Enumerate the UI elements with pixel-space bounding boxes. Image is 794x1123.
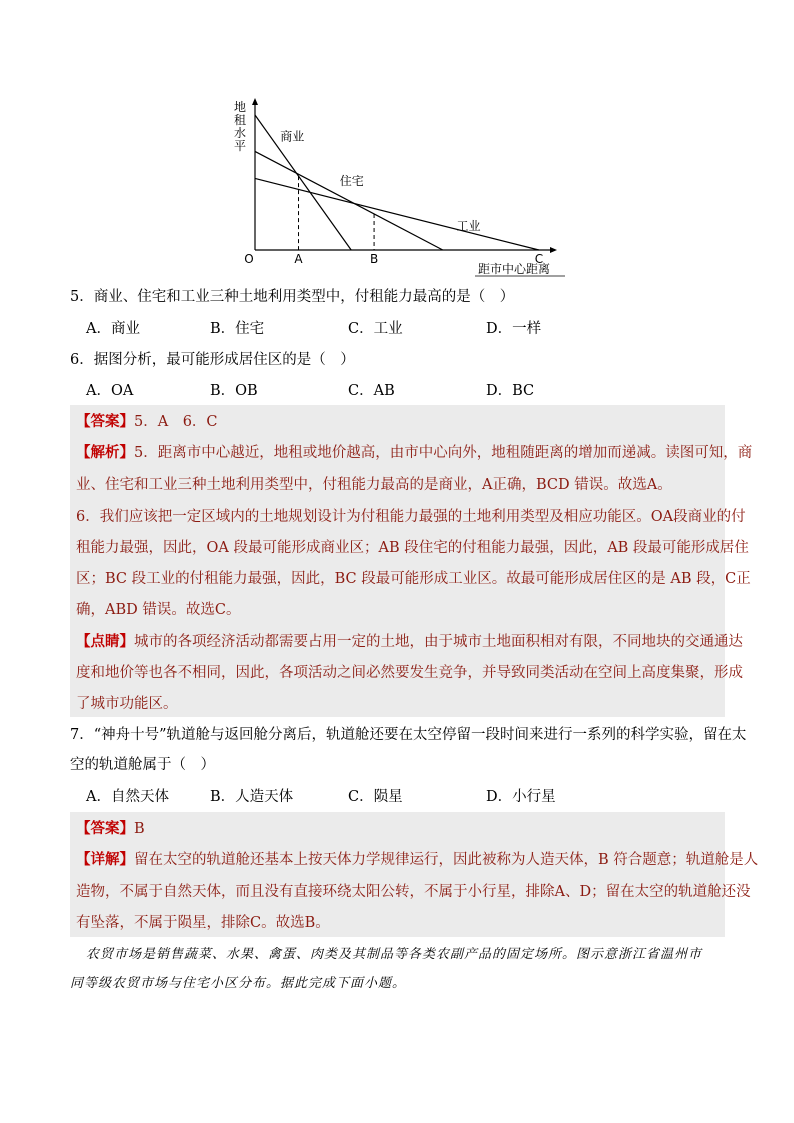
question-5-stem: 5．商业、住宅和工业三种土地利用类型中，付租能力最高的是（ ） — [70, 289, 515, 305]
analysis-tag: 【解析】 — [76, 444, 134, 461]
series-label-商业: 商业 — [280, 129, 305, 144]
analysis-line: 6．我们应该把一定区域内的土地规划设计为付租能力最强的土地利用类型及相应功能区。OA段商业的付 — [76, 509, 746, 525]
point-label-A: A — [294, 252, 303, 266]
point-line — [76, 632, 743, 652]
point-label-B: B — [369, 252, 379, 266]
q7-option-d: D．小行星 — [486, 789, 556, 805]
q5-option-d: D．一样 — [486, 321, 542, 337]
intro-line: 同等级农贸市场与住宅小区分布。据此完成下面小题。 — [70, 976, 407, 991]
point-line: 度和地价等也各不相同，因此，各项活动之间必然要发生竞争，并导致同类活动在空间上高度集聚，形成 — [76, 665, 743, 681]
q6-option-a: A．OA — [86, 383, 134, 399]
series-label-工业: 工业 — [456, 218, 481, 233]
detail-line — [76, 850, 758, 870]
y-axis-arrow — [252, 98, 258, 105]
detail-line: 造物，不属于自然天体，而且没有直接环绕太阳公转，不属于小行星，排除A、D；留在太空的轨道舱还没 — [76, 884, 751, 900]
question-7-stem: 7．“神舟十号”轨道舱与返回舱分离后，轨道舱还要在太空停留一段时间来进行一系列的科学实验，留在太 — [70, 727, 747, 743]
series-line-工业 — [255, 178, 539, 250]
answer-tag: 【答案】 — [76, 413, 134, 430]
q6-option-c: C．AB — [348, 383, 395, 399]
point-tag: 【点睛】 — [76, 633, 134, 650]
answer-line — [76, 819, 145, 839]
analysis-line: 确，ABD 错误。故选C。 — [76, 602, 241, 618]
answer-line — [76, 412, 218, 432]
q7-option-b: B．人造天体 — [210, 789, 294, 805]
answer-tag: 【答案】 — [76, 820, 134, 837]
q5-option-c: C．工业 — [348, 321, 403, 337]
q6-option-b: B．OB — [210, 383, 258, 399]
detail-line: 有坠落，不属于陨星，排除C。故选B。 — [76, 915, 330, 931]
origin-label: O — [244, 252, 254, 266]
q5-option-a: A．商业 — [86, 321, 140, 337]
answer-block-5-6 — [70, 405, 753, 717]
x-axis-arrow — [550, 247, 557, 253]
answer-text: 5．A 6．C — [134, 414, 218, 430]
series-line-住宅 — [255, 151, 443, 250]
point-line: 了城市功能区。 — [76, 696, 178, 712]
detail-text: 留在太空的轨道舱还基本上按天体力学规律运行，因此被称为人造天体，B 符合题意；轨道舱是人 — [134, 852, 759, 868]
x-axis-label: 距市中心距离 — [478, 262, 551, 276]
q6-option-d: D．BC — [486, 383, 535, 399]
question-7-stem-cont: 空的轨道舱属于（ ） — [70, 757, 215, 773]
detail-tag: 【详解】 — [76, 851, 134, 868]
analysis-line: 租能力最强，因此，OA 段最可能形成商业区；AB 段住宅的付租能力最强，因此，AB 段最可能形成居住 — [76, 540, 749, 556]
point-text: 城市的各项经济活动都需要占用一定的土地，由于城市土地面积相对有限，不同地块的交通通达 — [134, 634, 743, 650]
q7-option-a: A．自然天体 — [86, 789, 169, 805]
analysis-line: 业、住宅和工业三种土地利用类型中，付租能力最高的是商业，A正确，BCD 错误。故选A。 — [76, 477, 672, 493]
intro-line: 农贸市场是销售蔬菜、水果、禽蛋、肉类及其制品等各类农副产品的固定场所。图示意浙江省温州市 — [86, 947, 703, 962]
answer-text: B — [134, 821, 145, 837]
analysis-line: 区；BC 段工业的付租能力最强，因此，BC 段最可能形成工业区。故最可能形成居住区的是 AB 段，C正 — [76, 571, 751, 587]
rent-chart — [225, 95, 575, 285]
answer-block-7 — [70, 812, 759, 937]
q5-option-b: B．住宅 — [210, 321, 265, 337]
question-6-stem: 6．据图分析，最可能形成居住区的是（ ） — [70, 352, 355, 368]
series-label-住宅: 住宅 — [339, 174, 364, 189]
point-label-C: C — [534, 252, 544, 266]
analysis-line — [76, 443, 752, 463]
q7-option-c: C．陨星 — [348, 789, 403, 805]
analysis-text: 5．距离市中心越近，地租或地价越高，由市中心向外，地租随距离的增加而递减。读图可知，商 — [134, 445, 753, 461]
y-axis-label: 地租水平 — [234, 100, 247, 153]
